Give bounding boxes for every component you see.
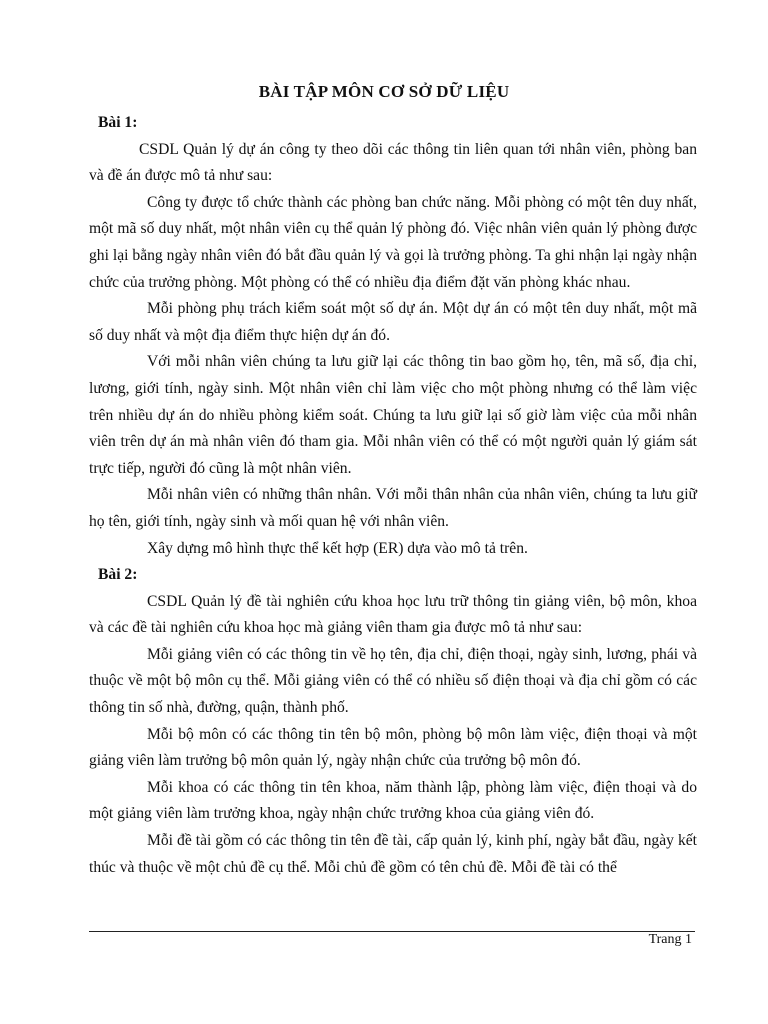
- paragraph: Với mỗi nhân viên chúng ta lưu giữ lại các thông tin bao gồm họ, tên, mã số, địa chỉ, lương, giới tính, ngày sinh. Một nhân viên chỉ làm việc cho một phòng nhưng có thể làm việc trên nhiều dự án do nhiều phòng kiểm soát. Chúng ta lưu giữ lại số giờ làm việc của mỗi nhân viên trên dự án mà nhân viên đó tham gia. Mỗi nhân viên có thể có một người quản lý giám sát trực tiếp, người đó cũng là một nhân viên.: [89, 353, 697, 477]
- paragraph: Mỗi nhân viên có những thân nhân. Với mỗi thân nhân của nhân viên, chúng ta lưu giữ họ tên, giới tính, ngày sinh và mối quan hệ với nhân viên.: [89, 486, 697, 530]
- paragraph: CSDL Quản lý dự án công ty theo dõi các thông tin liên quan tới nhân viên, phòng ban và đề án được mô tả như sau:: [89, 140, 697, 185]
- document-title: BÀI TẬP MÔN CƠ SỞ DỮ LIỆU: [258, 82, 510, 101]
- paragraph: Mỗi khoa có các thông tin tên khoa, năm thành lập, phòng làm việc, điện thoại và do một giảng viên làm trưởng khoa, ngày nhận chức trưởng khoa của giảng viên đó.: [89, 778, 697, 823]
- section-heading-bai-2: Bài 2:: [98, 566, 138, 584]
- footer-divider: [89, 931, 695, 932]
- paragraph: Mỗi đề tài gồm có các thông tin tên đề tài, cấp quản lý, kinh phí, ngày bắt đầu, ngày kết thúc và thuộc về một chủ đề cụ thể. Mỗi chủ đề gồm có tên chủ đề. Mỗi đề tài có thể: [89, 832, 697, 876]
- section-heading-bai-1: Bài 1:: [98, 114, 138, 131]
- paragraph: Mỗi phòng phụ trách kiểm soát một số dự án. Một dự án có một tên duy nhất, một mã số duy nhất và một địa điểm thực hiện dự án đó.: [89, 300, 697, 344]
- paragraph: Công ty được tổ chức thành các phòng ban chức năng. Mỗi phòng có một tên duy nhất, một mã số duy nhất, một nhân viên cụ thể quản lý phòng đó. Việc nhân viên quản lý phòng được ghi lại bằng ngày nhân viên đó bắt đầu quản lý và gọi là trưởng phòng. Ta ghi nhận lại ngày nhận chức của trưởng phòng. Một phòng có thể có nhiều địa điểm đặt văn phòng khác nhau.: [89, 193, 697, 291]
- paragraph: Mỗi bộ môn có các thông tin tên bộ môn, phòng bộ môn làm việc, điện thoại và một giảng viên làm trưởng bộ môn quản lý, ngày nhận chức của trưởng bộ môn đó.: [89, 725, 697, 770]
- page-number: Trang 1: [648, 932, 692, 947]
- paragraph: Mỗi giảng viên có các thông tin về họ tên, địa chỉ, điện thoại, ngày sinh, lương, phái và thuộc về một bộ môn cụ thể. Mỗi giảng viên có thể có nhiều số điện thoại và địa chỉ gồm có các thông tin số nhà, đường, quận, thành phố.: [89, 645, 697, 717]
- paragraph: Xây dựng mô hình thực thể kết hợp (ER) dựa vào mô tả trên.: [147, 539, 528, 557]
- document-body: [89, 110, 697, 881]
- paragraph: CSDL Quản lý đề tài nghiên cứu khoa học lưu trữ thông tin giảng viên, bộ môn, khoa và các đề tài nghiên cứu khoa học mà giảng viên tham gia được mô tả như sau:: [89, 592, 697, 637]
